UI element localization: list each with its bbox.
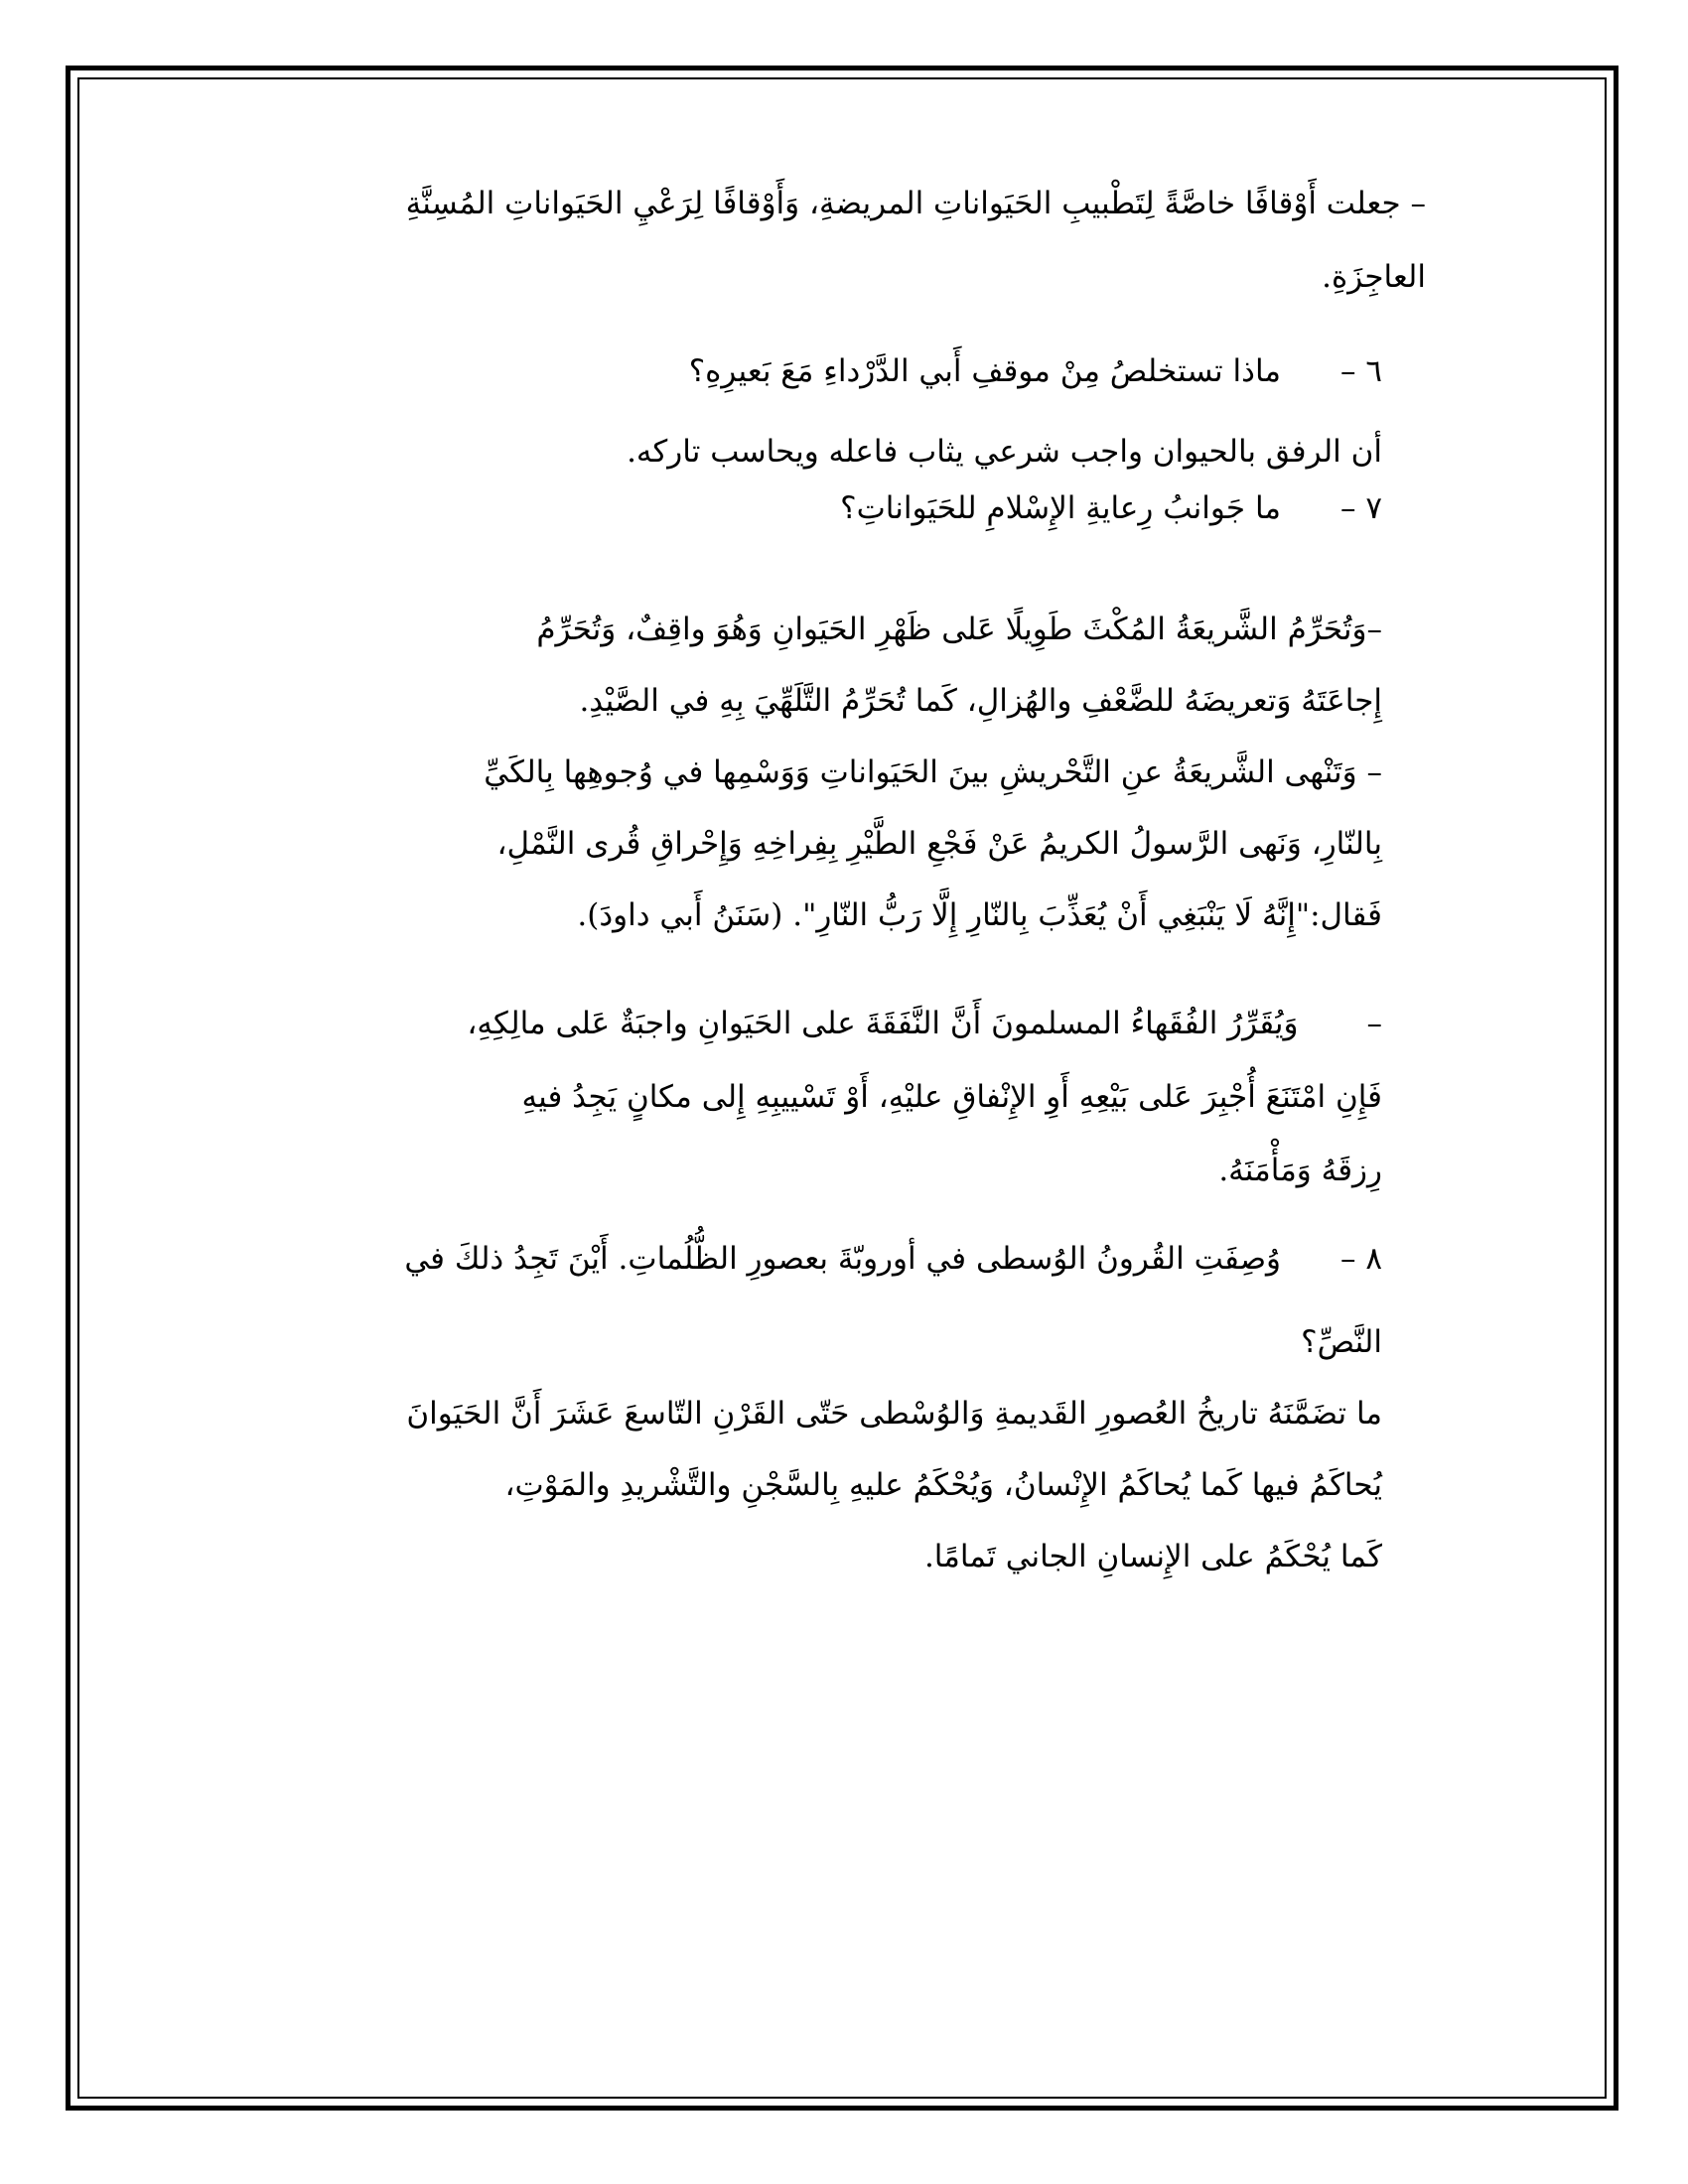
question-7 (268, 490, 1430, 560)
answer-8 (268, 1378, 1430, 1592)
question-8-text-line-2: النَّصِّ؟ (1301, 1324, 1382, 1360)
answer-7-item-3-line-3: رِزقَهُ وَمَأْمَنَهُ. (1218, 1153, 1382, 1188)
document-body (268, 167, 1430, 1592)
answer-6 (268, 417, 1430, 486)
question-8-text-line-1: وُصِفَتِ القُرونُ الوُسطى في أوروبّةَ بعصورِ الظُّلُماتِ. أَيْنَ تَجِدُ ذلكَ في (404, 1241, 1281, 1277)
question-8-number: ٨ – (1339, 1241, 1382, 1277)
answer-7-item-3 (268, 987, 1430, 1207)
intro-line-2: العاجِزَةِ. (1322, 259, 1426, 295)
answer-7-item-1-line-2: إِجاعَتَهُ وَتعريضَهُ للضَّعْفِ والهُزالِ، كَما تُحَرِّمُ التَّلَهِّيَ بِهِ في الصَّيْدِ. (579, 683, 1382, 719)
answer-7-item-1 (268, 594, 1430, 737)
intro-line-1: – جعلت أَوْقافًا خاصَّةً لِتَطْبيبِ الحَيَواناتِ المريضةِ، وَأَوْقافًا لِرَعْيِ الحَيَواناتِ المُسِنَّةِ (405, 186, 1426, 221)
answer-7-item-2 (268, 737, 1430, 951)
answer-8-line-3: كَما يُحْكَمُ على الإِنسانِ الجاني تَمامًا. (923, 1539, 1382, 1574)
answer-7-item-2-line-1: – وَتَنْهى الشَّريعَةُ عنِ التَّحْريشِ بينَ الحَيَواناتِ وَوَسْمِها في وُجوهِها بِالكَيِّ (484, 754, 1382, 790)
answer-7-item-2-line-3: فَقال:"إِنَّهُ لَا يَنْبَغِي أَنْ يُعَذِّبَ بِالنّارِ إِلَّا رَبُّ النّارِ". (سَنَنُ أَبي داودَ). (577, 897, 1382, 933)
question-7-text: ما جَوانبُ رِعايةِ الإِسْلامِ للحَيَواناتِ؟ (840, 490, 1281, 526)
intro-paragraph (268, 167, 1430, 314)
question-8 (268, 1241, 1430, 1374)
answer-8-line-2: يُحاكَمُ فيها كَما يُحاكَمُ الإِنْسانُ، وَيُحْكَمُ عليهِ بِالسَّجْنِ والتَّشْريدِ والمَوْتِ، (504, 1467, 1382, 1503)
answer-8-line-1: ما تضَمَّنَهُ تاريخُ العُصورِ القَديمةِ وَالوُسْطى حَتّى القَرْنِ التّاسعَ عَشَرَ أَنَّ الحَيَوانَ (406, 1396, 1382, 1432)
question-6-text: ماذا تستخلصُ مِنْ موقفِ أَبي الدَّرْداءِ مَعَ بَعيرِهِ؟ (688, 353, 1281, 389)
answer-7-item-3-line-2: فَإِنِ امْتَنَعَ أُجْبِرَ عَلى بَيْعِهِ أَوِ الإِنْفاقِ عليْهِ، أَوْ تَسْييبِهِ إِلى مكانٍ يَجِدُ فيهِ (521, 1079, 1382, 1115)
question-7-number: ٧ – (1339, 490, 1382, 526)
answer-7-item-2-line-2: بِالنّارِ، وَنَهى الرَّسولُ الكريمُ عَنْ فَجْعِ الطَّيْرِ بِفِراخِهِ وَإِحْراقِ قُرى النَّمْلِ، (496, 826, 1382, 862)
answer-7-item-1-line-1: –وَتُحَرِّمُ الشَّريعَةُ المُكْثَ طَوِيلًا عَلى ظَهْرِ الحَيَوانِ وَهُوَ واقِفٌ، وَتُحَرِّمُ (536, 612, 1382, 647)
answer-7-item-3-line-1: – وَيُقَرِّرُ الفُقَهاءُ المسلمونَ أَنَّ النَّفَقَةَ على الحَيَوانِ واجبَةٌ عَلى مالِكِهِ، (467, 1006, 1382, 1041)
answer-6-text: أن الرفق بالحيوان واجب شرعي يثاب فاعله ويحاسب تاركه. (627, 434, 1382, 470)
question-6-number: ٦ – (1339, 353, 1382, 389)
question-6 (268, 353, 1430, 423)
